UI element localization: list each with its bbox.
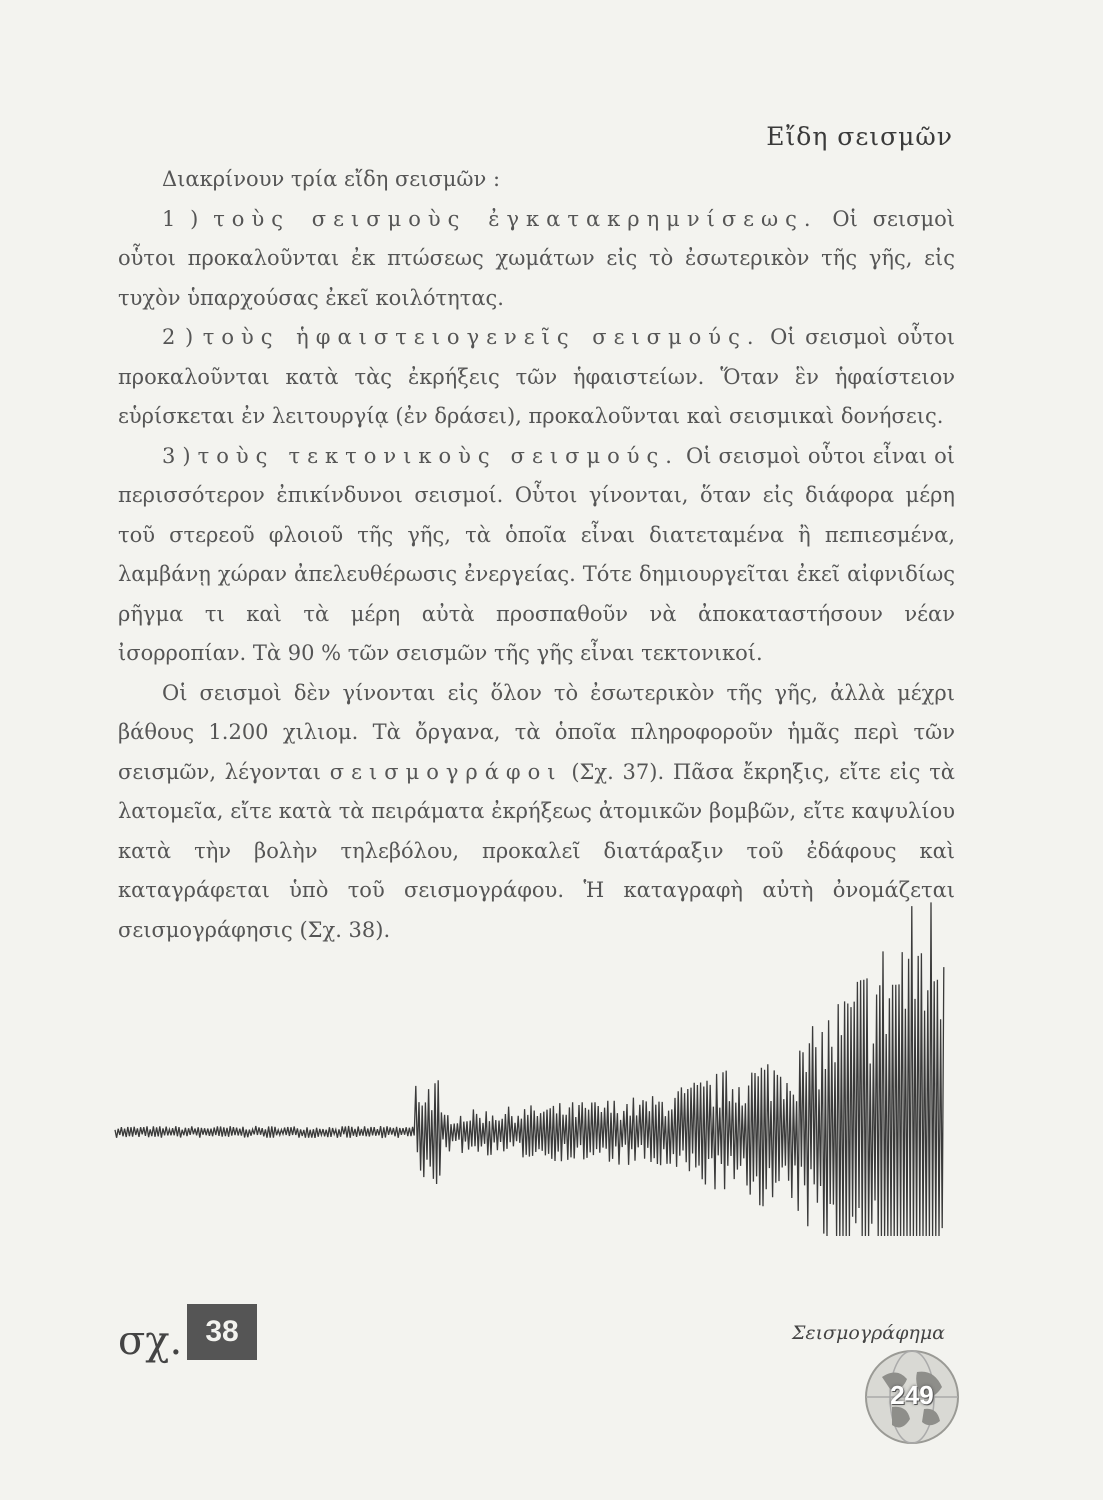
paragraph-text: Οἱ σεισμοὶ οὗτοι προκαλοῦνται ἐκ πτώσεως χωμάτων εἰς τὸ ἐσωτερικὸν τῆς γῆς, εἰς τυχὸν ὑπαρχούσας ἐκεῖ κοιλότητας. — [118, 206, 955, 310]
item-number: 2 ) — [162, 325, 203, 349]
paragraph-2 — [118, 318, 955, 437]
figure-label: σχ. — [118, 1318, 183, 1364]
paragraph-text: Οἱ σεισμοὶ οὗτοι προκαλοῦνται κατὰ τὰς ἐκρήξεις τῶν ἡφαιστείων. Ὅταν ἓν ἡφαίστειον εὑρίσκεται ἐν λειτουργίᾳ (ἐν δράσει), προκαλοῦνται καὶ σεισμικαὶ δονήσεις. — [118, 325, 955, 428]
term-spaced: τοὺς σεισμοὺς ἐγκατακρημνίσεως. — [213, 206, 818, 231]
paragraph-text: Οἱ σεισμοὶ δὲν γίνονται εἰς ὅλον τὸ ἐσωτερικὸν τῆς γῆς, ἀλλὰ μέχρι βάθους 1.200 χιλιομ. Τὰ ὄργανα, τὰ ὁποῖα πληροφοροῦν ἡμᾶς περὶ τῶν σεισμῶν, λέγονται — [118, 680, 955, 784]
intro-paragraph: Διακρίνουν τρία εἴδη σεισμῶν : — [162, 167, 501, 191]
item-number: 3 ) — [162, 443, 198, 468]
item-number: 1 ) — [162, 206, 214, 231]
page-number: 249 — [890, 1380, 934, 1410]
term-spaced: τοὺς τεκτονικοὺς σεισμούς. — [197, 443, 679, 468]
body-text — [118, 160, 955, 950]
section-title: Εἴδη σεισμῶν — [766, 122, 953, 151]
paragraph-1 — [118, 200, 955, 319]
paragraph-text: (Σχ. 37). Πᾶσα ἔκρηξις, εἴτε εἰς τὰ λατομεῖα, εἴτε κατὰ τὰ πειράματα ἐκρήξεως ἀτομικῶν βομβῶν, εἴτε καψυλίου κατὰ τὴν βολὴν τηλεβόλου, προκαλεῖ διατάραξιν τοῦ ἐδάφους καὶ καταγράφεται ὑπὸ τοῦ σεισμογράφου. Ἡ καταγραφὴ αὐτὴ ὀνομάζεται σεισμογράφησις (Σχ. 38). — [118, 759, 955, 942]
seismogram-image — [110, 870, 950, 1240]
figure-caption: Σεισμογράφημα — [791, 1322, 945, 1344]
term-spaced: τοὺς ἡφαιστειογενεῖς σεισμούς. — [202, 325, 761, 349]
term-spaced: σεισμογράφοι — [329, 759, 563, 784]
paragraph-3 — [118, 437, 955, 674]
paragraph-text: Οἱ σεισμοὶ οὗτοι εἶναι οἱ περισσότερον ἐπικίνδυνοι σεισμοί. Οὗτοι γίνονται, ὅταν εἰς διάφορα μέρη τοῦ στερεοῦ φλοιοῦ τῆς γῆς, τὰ ὁποῖα εἶναι διατεταμένα ἢ πεπιεσμένα, λαμβάνῃ χώραν ἀπελευθέρωσις ἐνεργείας. Τότε δημιουργεῖται ἐκεῖ αἰφνιδίως ρῆγμα τι καὶ τὰ μέρη αὐτὰ προσπαθοῦν νὰ ἀποκαταστήσουν νέαν ἰσορροπίαν. Τὰ 90 % τῶν σεισμῶν τῆς γῆς εἶναι τεκτονικοί. — [118, 443, 956, 665]
figure-number: 38 — [187, 1304, 257, 1360]
